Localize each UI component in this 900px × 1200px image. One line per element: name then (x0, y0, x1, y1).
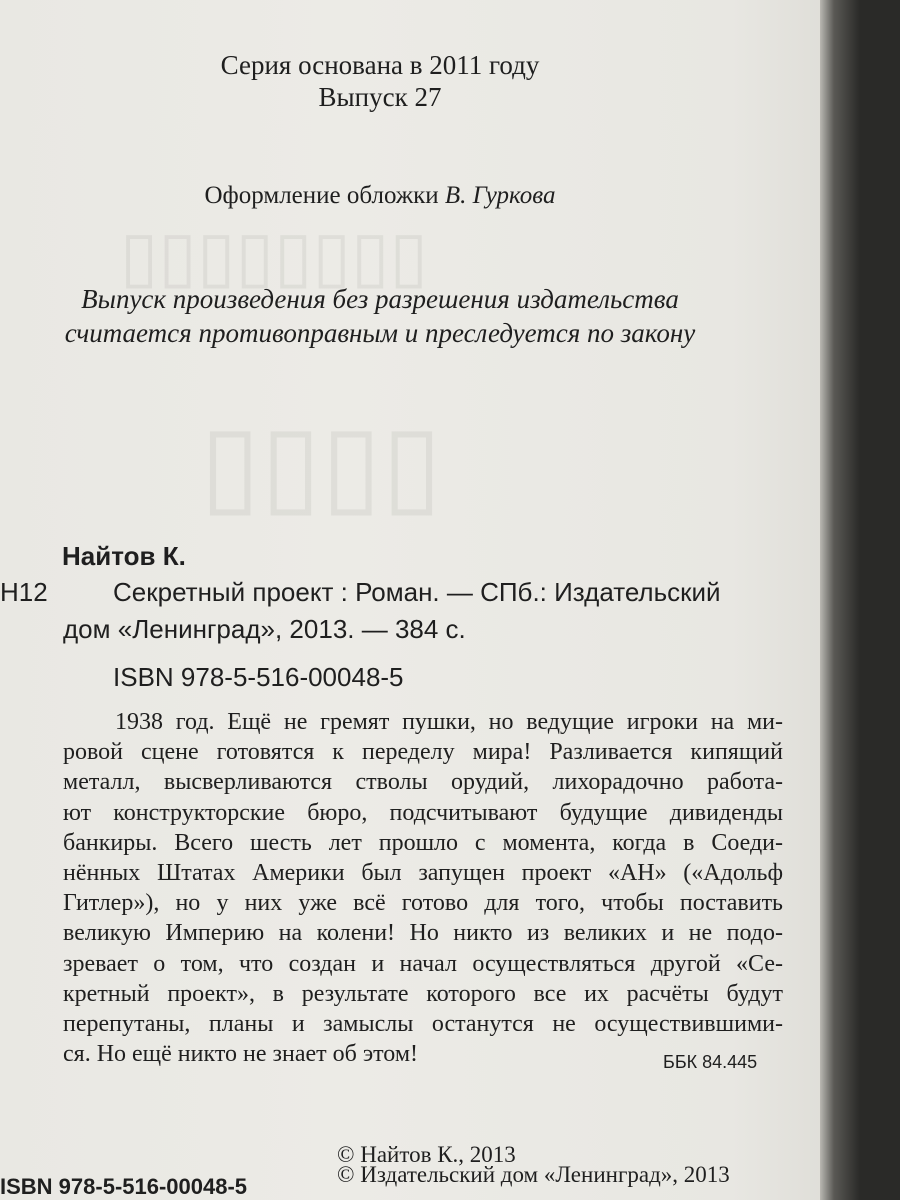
annotation-line: ся. Но ещё никто не знает об этом! (63, 1041, 419, 1068)
cover-bleed-through: ▯▯▯▯▯▯▯▯ (120, 217, 429, 295)
bibliographic-description-line-1: Секретный проект : Роман. — СПб.: Издательский (113, 577, 721, 607)
cover-design-credit (0, 182, 760, 210)
annotation-line: кретный проект», в результате которого все их расчёты будут (63, 980, 783, 1007)
annotation-line: металл, высверливаются стволы орудий, лихорадочно работа- (63, 769, 783, 796)
isbn-record: ISBN 978-5-516-00048-5 (113, 662, 404, 692)
annotation-line: ровой сцене готовятся к переделу мира! Разливается кипящий (63, 739, 783, 766)
bibliographic-description-line-2: дом «Ленинград», 2013. — 384 с. (63, 614, 466, 644)
annotation-line: Гитлер»), но у них уже всё готово для того, чтобы поставить (63, 890, 783, 917)
annotation-line: ют конструкторские бюро, подсчитывают будущие дивиденды (63, 799, 783, 826)
annotation-line: зревает о том, что создан и начал осуществляться другой «Се- (63, 950, 783, 977)
annotation-paragraph (63, 707, 783, 1069)
annotation-line: перепутаны, планы и замыслы останутся не осуществившими- (63, 1011, 783, 1038)
cover-designer-name: В. Гуркова (444, 182, 556, 209)
annotation-line: 1938 год. Ещё не гремят пушки, но ведущие игроки на ми- (115, 709, 783, 735)
series-founded-line: Серия основана в 2011 году (220, 50, 540, 80)
copyright-warning-line-2: считается противоправным и преследуется по закону (64, 318, 696, 348)
author-heading: Найтов К. (62, 541, 186, 571)
series-issue-number: Выпуск 27 (318, 82, 442, 112)
cover-bleed-through: ▯▯▯▯ (200, 403, 443, 526)
annotation-line: нённых Штатах Америки был запущен проект «АН» («Адольф (63, 860, 783, 887)
copyright-publisher: © Издательский дом «Ленинград», 2013 (337, 1162, 730, 1187)
bbk-classification: ББК 84.445 (663, 1052, 758, 1072)
copyright-warning-line-1: Выпуск произведения без разрешения издательства (81, 284, 679, 314)
cover-design-label: Оформление обложки (204, 182, 439, 209)
book-spine-shadow (820, 0, 860, 1200)
classification-code: Н12 (0, 577, 48, 607)
copyright-author: © Найтов К., 2013 (337, 1142, 516, 1167)
isbn-footer: ISBN 978-5-516-00048-5 (0, 1174, 248, 1199)
annotation-line: великую Империю на колени! Но никто из великих и не подо- (63, 920, 783, 947)
annotation-line: банкиры. Всего шесть лет прошло с момента, когда в Соеди- (63, 829, 783, 856)
